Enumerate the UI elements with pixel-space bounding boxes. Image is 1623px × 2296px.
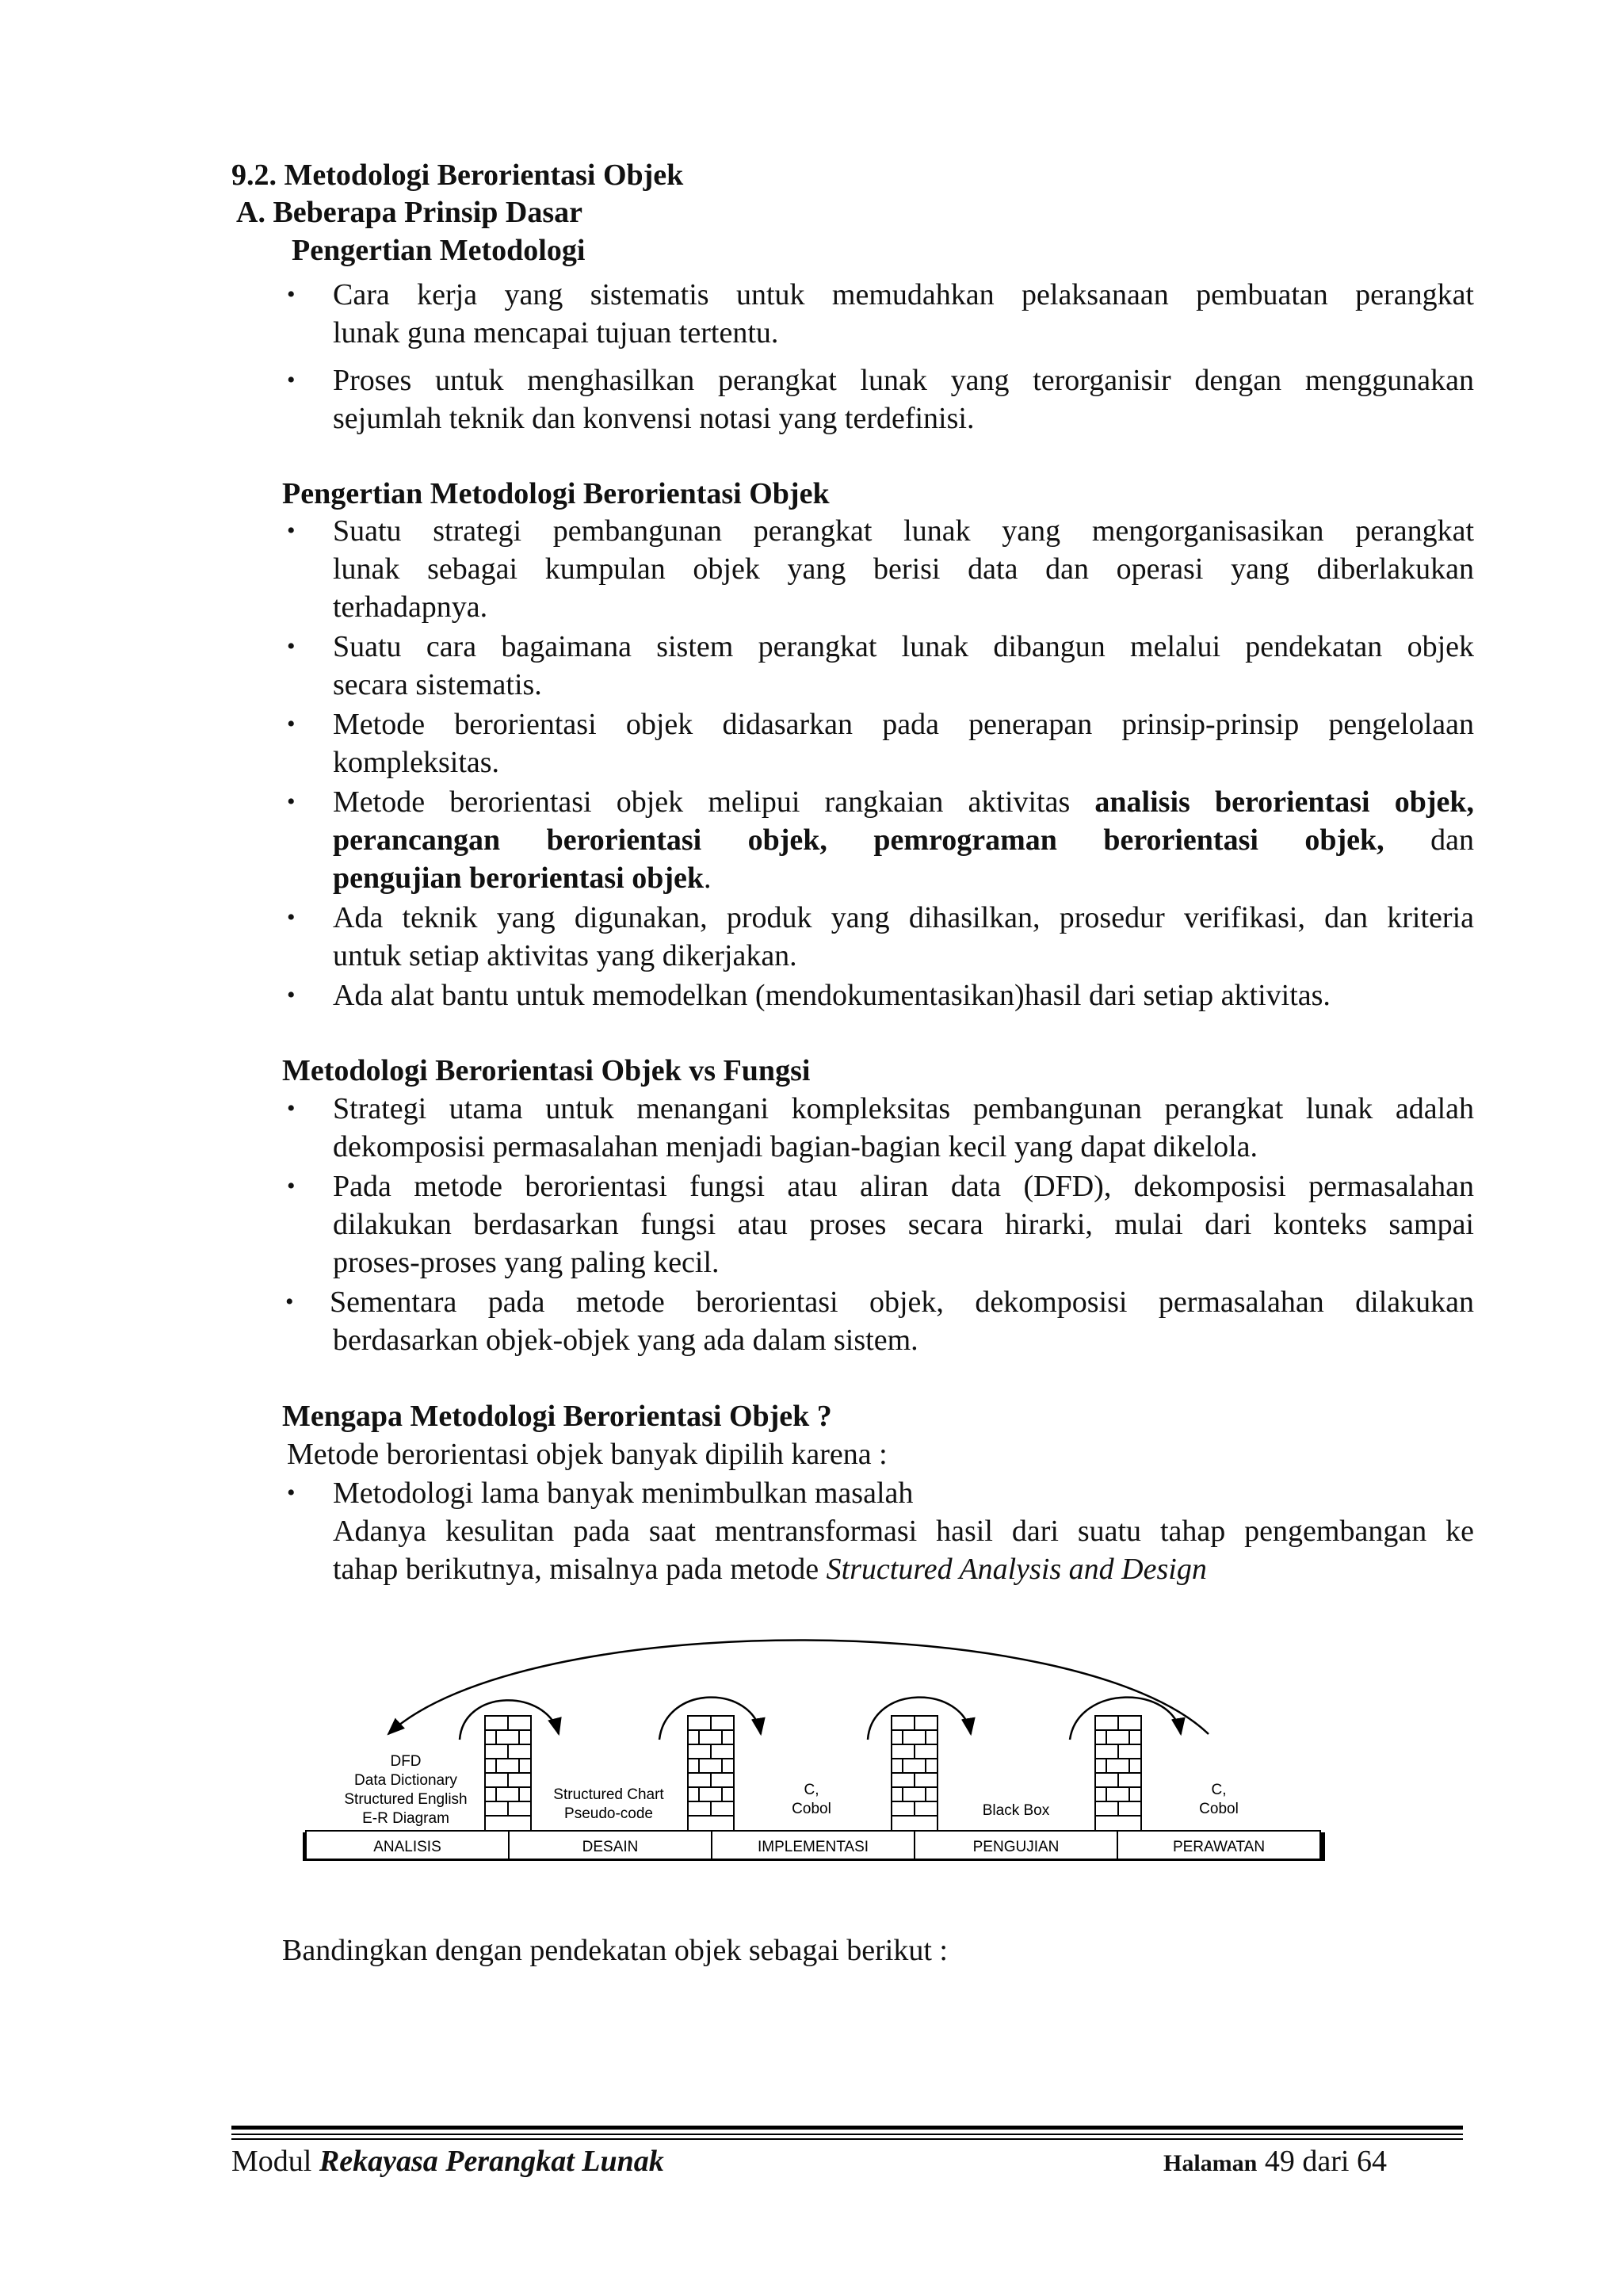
oo-bullet-6: Ada alat bantu untuk memodelkan (mendokumentasikan)hasil dari setiap aktivitas.: [333, 979, 1331, 1012]
oo-bullet-4-dan: dan: [1384, 823, 1474, 857]
oo-bullet-5-line-1: Ada teknik yang digunakan, produk yang dihasilkan, prosedur verifikasi, dan kriteria: [333, 901, 1474, 934]
bullet-icon: •: [287, 982, 296, 1008]
brick-stair-4: [1095, 1716, 1141, 1831]
pengujian-item: Black Box: [982, 1802, 1050, 1819]
oo-bullet-3-line-2: kompleksitas.: [333, 746, 500, 779]
analisis-item: DFD: [390, 1753, 422, 1770]
vs-bullet-3-line-1: Sementara pada metode berorientasi objek, dekomposisi permasalahan dilakukan: [330, 1286, 1474, 1319]
vs-bullet-2-line-3: proses-proses yang paling kecil.: [333, 1246, 720, 1279]
bullet-icon: •: [287, 633, 296, 659]
oo-bullet-1-line-3: terhadapnya.: [333, 590, 488, 624]
heading-pengertian: Pengertian Metodologi: [292, 234, 586, 267]
footer-module-title: Rekayasa Perangkat Lunak: [319, 2145, 664, 2178]
analisis-item: Data Dictionary: [354, 1772, 457, 1789]
brick-stair-3: [892, 1716, 938, 1831]
heading-mengapa: Mengapa Metodologi Berorientasi Objek ?: [282, 1400, 832, 1433]
phase-desain: DESAIN: [582, 1839, 639, 1855]
bullet-icon: •: [285, 1289, 294, 1315]
pengertian-bullet-2-line-2: sejumlah teknik dan konvensi notasi yang terdefinisi.: [333, 402, 975, 435]
mengapa-para-text: tahap berikutnya, misalnya pada metode: [333, 1553, 827, 1586]
oo-bullet-2-line-1: Suatu cara bagaimana sistem perangkat lunak dibangun melalui pendekatan objek: [333, 630, 1474, 663]
vs-bullet-1-line-2: dekomposisi permasalahan menjadi bagian-bagian kecil yang dapat dikelola.: [333, 1130, 1258, 1163]
implementasi-item: C,: [804, 1782, 819, 1798]
footer-halaman-label: Halaman: [1163, 2150, 1258, 2176]
phase-implementasi: IMPLEMENTASI: [757, 1839, 869, 1855]
heading-pengertian-oo: Pengertian Metodologi Berorientasi Objek: [282, 477, 830, 510]
perawatan-item: Cobol: [1199, 1801, 1239, 1817]
pengertian-bullet-2-line-1: Proses untuk menghasilkan perangkat lunak yang terorganisir dengan menggunakan: [333, 364, 1474, 397]
vs-bullet-2-line-2: dilakukan berdasarkan fungsi atau proses secara hirarki, mulai dari konteks sampai: [333, 1208, 1474, 1241]
oo-bullet-4-end: .: [704, 861, 712, 895]
oo-bullet-1-line-2: lunak sebagai kumpulan objek yang berisi data dan operasi yang diberlakukan: [333, 552, 1474, 586]
oo-bullet-5-line-2: untuk setiap aktivitas yang dikerjakan.: [333, 939, 797, 972]
brick-stair-2: [688, 1716, 734, 1831]
analisis-item: Structured English: [344, 1791, 468, 1808]
bullet-icon: •: [287, 281, 296, 308]
bullet-icon: •: [287, 518, 296, 544]
desain-item: Structured Chart: [553, 1786, 664, 1803]
implementasi-item: Cobol: [792, 1801, 831, 1817]
mengapa-para-italic: Structured Analysis and Design: [826, 1553, 1207, 1586]
footer-rule-thin: [231, 2134, 1463, 2135]
oo-bullet-3-line-1: Metode berorientasi objek didasarkan pada penerapan prinsip-prinsip pengelolaan: [333, 708, 1474, 741]
footer-rule-thin: [231, 2138, 1463, 2140]
oo-bullet-1-line-1: Suatu strategi pembangunan perangkat lunak yang mengorganisasikan perangkat: [333, 514, 1474, 548]
bullet-icon: •: [287, 367, 296, 393]
phase-perawatan: PERAWATAN: [1172, 1839, 1266, 1855]
footer-rule-thick: [231, 2126, 1463, 2130]
bullet-icon: •: [287, 1173, 296, 1199]
mengapa-intro: Metode berorientasi objek banyak dipilih karena :: [287, 1438, 888, 1471]
subsection-title: A. Beberapa Prinsip Dasar: [236, 196, 582, 229]
vs-bullet-2-line-1: Pada metode berorientasi fungsi atau aliran data (DFD), dekomposisi permasalahan: [333, 1170, 1474, 1203]
oo-bullet-4-bold-2: perancangan berorientasi objek, pemrograman berorientasi objek,: [333, 823, 1384, 857]
desain-item: Pseudo-code: [564, 1805, 653, 1822]
oo-bullet-4-bold-1: analisis berorientasi objek,: [1094, 785, 1474, 819]
footer-page-number: [1163, 2142, 1387, 2183]
vs-bullet-3-line-2: berdasarkan objek-objek yang ada dalam sistem.: [333, 1324, 918, 1357]
closing-sentence: Bandingkan dengan pendekatan objek sebagai berikut :: [282, 1934, 948, 1967]
heading-vs: Metodologi Berorientasi Objek vs Fungsi: [282, 1054, 811, 1087]
footer-modul-label: Modul: [231, 2145, 319, 2178]
footer-page-of: 49 dari 64: [1257, 2145, 1387, 2178]
mengapa-bullet-1: Metodologi lama banyak menimbulkan masalah: [333, 1477, 914, 1510]
bullet-icon: •: [287, 904, 296, 930]
phase-analisis: ANALISIS: [373, 1839, 441, 1855]
bullet-icon: •: [287, 789, 296, 815]
section-title: 9.2. Metodologi Berorientasi Objek: [231, 159, 684, 192]
brick-stair-1: [485, 1716, 531, 1831]
mengapa-para-line-1: Adanya kesulitan pada saat mentransformasi hasil dari suatu tahap pengembangan ke: [333, 1515, 1474, 1548]
perawatan-item: C,: [1211, 1782, 1227, 1798]
pengertian-bullet-1-line-2: lunak guna mencapai tujuan tertentu.: [333, 316, 779, 350]
oo-bullet-2-line-2: secara sistematis.: [333, 668, 542, 701]
footer-module: [231, 2142, 664, 2180]
analisis-item: E-R Diagram: [362, 1810, 449, 1827]
bullet-icon: •: [287, 711, 296, 737]
pengertian-bullet-1-line-1: Cara kerja yang sistematis untuk memudahkan pelaksanaan pembuatan perangkat: [333, 278, 1474, 311]
bullet-icon: •: [287, 1095, 296, 1121]
oo-bullet-4-bold-3: pengujian berorientasi objek: [333, 861, 705, 895]
bullet-icon: •: [287, 1480, 296, 1506]
vs-bullet-1-line-1: Strategi utama untuk menangani kompleksitas pembangunan perangkat lunak adalah: [333, 1092, 1474, 1125]
oo-bullet-4-text: Metode berorientasi objek melipui rangkaian aktivitas: [333, 785, 1095, 819]
phase-pengujian: PENGUJIAN: [972, 1839, 1060, 1855]
